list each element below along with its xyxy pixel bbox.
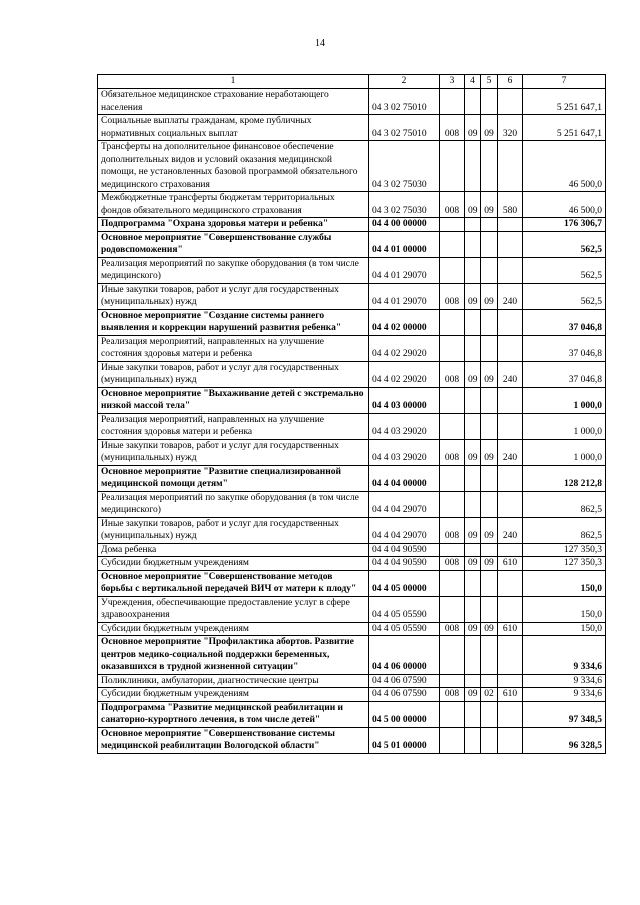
row-code: 04 5 01 00000 — [369, 727, 440, 753]
header-col-2: 2 — [369, 75, 440, 89]
row-col-6: 610 — [498, 622, 523, 636]
row-name: Субсидии бюджетным учреждениям — [98, 688, 369, 702]
row-code: 04 4 04 90590 — [369, 543, 440, 557]
row-col-4: 09 — [465, 439, 481, 465]
row-amount: 128 212,8 — [523, 465, 606, 491]
row-col-3: 008 — [440, 517, 465, 543]
row-col-5 — [481, 701, 498, 727]
row-col-4: 09 — [465, 622, 481, 636]
row-col-6 — [498, 413, 523, 439]
row-col-3 — [440, 141, 465, 192]
table-row — [98, 570, 606, 596]
row-col-3 — [440, 387, 465, 413]
row-col-3: 008 — [440, 557, 465, 571]
table-row — [98, 543, 606, 557]
row-col-5: 02 — [481, 688, 498, 702]
row-code: 04 3 02 75010 — [369, 115, 440, 141]
row-col-5: 09 — [481, 439, 498, 465]
header-col-1: 1 — [98, 75, 369, 89]
row-name: Субсидии бюджетным учреждениям — [98, 557, 369, 571]
table-row — [98, 115, 606, 141]
row-amount: 150,0 — [523, 570, 606, 596]
row-name: Обязательное медицинское страхование неработающего населения — [98, 89, 369, 115]
row-col-4 — [465, 570, 481, 596]
row-col-4 — [465, 413, 481, 439]
row-col-3 — [440, 727, 465, 753]
row-col-3 — [440, 570, 465, 596]
header-col-6: 6 — [498, 75, 523, 89]
row-name: Иные закупки товаров, работ и услуг для государственных (муниципальных) нужд — [98, 439, 369, 465]
row-col-5 — [481, 141, 498, 192]
row-col-6 — [498, 465, 523, 491]
row-col-3 — [440, 596, 465, 622]
row-col-3 — [440, 309, 465, 335]
row-amount: 1 000,0 — [523, 387, 606, 413]
table-row — [98, 517, 606, 543]
row-col-3: 008 — [440, 361, 465, 387]
row-code: 04 4 04 29070 — [369, 491, 440, 517]
row-code: 04 4 03 29020 — [369, 413, 440, 439]
row-name: Реализация мероприятий по закупке оборудования (в том числе медицинского) — [98, 491, 369, 517]
table-row — [98, 465, 606, 491]
header-col-4: 4 — [465, 75, 481, 89]
table-body — [98, 89, 606, 754]
row-code: 04 3 02 75030 — [369, 192, 440, 218]
table-row — [98, 141, 606, 192]
row-col-6 — [498, 491, 523, 517]
row-col-5 — [481, 727, 498, 753]
table-row — [98, 335, 606, 361]
row-col-6 — [498, 231, 523, 257]
row-col-5 — [481, 309, 498, 335]
row-col-6: 240 — [498, 439, 523, 465]
row-amount: 562,5 — [523, 257, 606, 283]
row-amount: 46 500,0 — [523, 141, 606, 192]
row-name: Реализация мероприятий, направленных на улучшение состояния здоровья матери и ребенка — [98, 413, 369, 439]
table-row — [98, 309, 606, 335]
table-row — [98, 89, 606, 115]
table-row — [98, 688, 606, 702]
row-col-4 — [465, 465, 481, 491]
row-col-6: 240 — [498, 517, 523, 543]
row-amount: 150,0 — [523, 622, 606, 636]
row-code: 04 4 06 07590 — [369, 674, 440, 688]
row-code: 04 4 05 00000 — [369, 570, 440, 596]
row-col-4 — [465, 636, 481, 675]
row-amount: 127 350,3 — [523, 557, 606, 571]
row-name: Основное мероприятие "Совершенствование службы родовспоможения" — [98, 231, 369, 257]
row-name: Основное мероприятие "Развитие специализированной медицинской помощи детям" — [98, 465, 369, 491]
row-amount: 9 334,6 — [523, 636, 606, 675]
table-row — [98, 701, 606, 727]
row-col-4: 09 — [465, 517, 481, 543]
row-col-4 — [465, 674, 481, 688]
row-col-6 — [498, 309, 523, 335]
row-col-5 — [481, 636, 498, 675]
row-col-5: 09 — [481, 283, 498, 309]
row-col-4 — [465, 727, 481, 753]
row-col-5 — [481, 89, 498, 115]
row-name: Социальные выплаты гражданам, кроме публичных нормативных социальных выплат — [98, 115, 369, 141]
row-col-3 — [440, 465, 465, 491]
row-col-5 — [481, 596, 498, 622]
row-col-6: 580 — [498, 192, 523, 218]
row-col-6 — [498, 674, 523, 688]
row-col-5: 09 — [481, 557, 498, 571]
row-col-4: 09 — [465, 361, 481, 387]
row-col-3 — [440, 674, 465, 688]
row-code: 04 4 03 00000 — [369, 387, 440, 413]
row-col-4 — [465, 309, 481, 335]
row-col-3 — [440, 636, 465, 675]
row-amount: 862,5 — [523, 517, 606, 543]
row-col-4 — [465, 491, 481, 517]
row-amount: 97 348,5 — [523, 701, 606, 727]
row-name: Основное мероприятие "Выхаживание детей с экстремально низкой массой тела" — [98, 387, 369, 413]
row-col-4 — [465, 257, 481, 283]
row-name: Подпрограмма "Охрана здоровья матери и ребенка" — [98, 218, 369, 232]
row-col-3 — [440, 543, 465, 557]
row-col-6 — [498, 636, 523, 675]
row-col-5 — [481, 465, 498, 491]
row-code: 04 3 02 75030 — [369, 141, 440, 192]
row-amount: 5 251 647,1 — [523, 115, 606, 141]
table-row — [98, 218, 606, 232]
row-amount: 1 000,0 — [523, 413, 606, 439]
row-col-4 — [465, 543, 481, 557]
row-name: Иные закупки товаров, работ и услуг для государственных (муниципальных) нужд — [98, 361, 369, 387]
row-col-4: 09 — [465, 115, 481, 141]
row-code: 04 4 01 00000 — [369, 231, 440, 257]
row-col-5 — [481, 218, 498, 232]
table-row — [98, 439, 606, 465]
row-col-3: 008 — [440, 439, 465, 465]
row-name: Реализация мероприятий по закупке оборудования (в том числе медицинского) — [98, 257, 369, 283]
table-row — [98, 192, 606, 218]
row-code: 04 4 06 07590 — [369, 688, 440, 702]
row-col-3: 008 — [440, 283, 465, 309]
row-col-3 — [440, 218, 465, 232]
row-col-6: 610 — [498, 557, 523, 571]
row-col-4: 09 — [465, 192, 481, 218]
row-col-6 — [498, 570, 523, 596]
row-amount: 562,5 — [523, 283, 606, 309]
row-code: 04 4 04 90590 — [369, 557, 440, 571]
page-number: 14 — [315, 38, 325, 49]
row-col-5 — [481, 491, 498, 517]
row-code: 04 4 05 05590 — [369, 622, 440, 636]
row-col-3: 008 — [440, 115, 465, 141]
row-col-5 — [481, 413, 498, 439]
row-col-5: 09 — [481, 361, 498, 387]
row-name: Подпрограмма "Развитие медицинской реабилитации и санаторно-курортного лечения, в том числе детей" — [98, 701, 369, 727]
row-name: Поликлиники, амбулатории, диагностические центры — [98, 674, 369, 688]
row-amount: 176 306,7 — [523, 218, 606, 232]
row-col-6 — [498, 257, 523, 283]
row-name: Иные закупки товаров, работ и услуг для государственных (муниципальных) нужд — [98, 517, 369, 543]
row-col-6 — [498, 387, 523, 413]
row-col-6: 240 — [498, 361, 523, 387]
row-col-3 — [440, 491, 465, 517]
table-row — [98, 361, 606, 387]
row-name: Дома ребенка — [98, 543, 369, 557]
budget-table — [97, 74, 606, 754]
row-amount: 9 334,6 — [523, 688, 606, 702]
row-col-3 — [440, 231, 465, 257]
row-amount: 5 251 647,1 — [523, 89, 606, 115]
header-col-5: 5 — [481, 75, 498, 89]
row-col-5 — [481, 570, 498, 596]
row-name: Основное мероприятие "Профилактика абортов. Развитие центров медико-социальной поддержки беременных, оказавшихся в трудной жизненной ситуации" — [98, 636, 369, 675]
table-row — [98, 674, 606, 688]
row-col-3: 008 — [440, 622, 465, 636]
row-amount: 127 350,3 — [523, 543, 606, 557]
row-col-3: 008 — [440, 688, 465, 702]
table-row — [98, 727, 606, 753]
row-name: Основное мероприятие "Совершенствование системы медицинской реабилитации Вологодской области" — [98, 727, 369, 753]
row-col-4 — [465, 141, 481, 192]
table-row — [98, 636, 606, 675]
table-row — [98, 622, 606, 636]
row-col-6 — [498, 727, 523, 753]
table-row — [98, 557, 606, 571]
row-code: 04 4 04 00000 — [369, 465, 440, 491]
table-row — [98, 231, 606, 257]
row-col-5 — [481, 543, 498, 557]
row-col-3 — [440, 413, 465, 439]
row-col-3 — [440, 89, 465, 115]
row-col-5: 09 — [481, 192, 498, 218]
row-col-5: 09 — [481, 622, 498, 636]
row-col-6: 320 — [498, 115, 523, 141]
row-name: Трансферты на дополнительное финансовое обеспечение дополнительных видов и условий оказания медицинской помощи, не установленных базовой программой обязательного медицинского страхования — [98, 141, 369, 192]
table-header-row — [98, 75, 606, 89]
row-col-4 — [465, 387, 481, 413]
row-code: 04 4 02 00000 — [369, 309, 440, 335]
row-name: Учреждения, обеспечивающие предоставление услуг в сфере здравоохранения — [98, 596, 369, 622]
row-col-6: 240 — [498, 283, 523, 309]
row-code: 04 4 02 29020 — [369, 335, 440, 361]
row-col-6 — [498, 543, 523, 557]
row-col-6 — [498, 701, 523, 727]
row-col-3 — [440, 701, 465, 727]
table-row — [98, 283, 606, 309]
row-name: Межбюджетные трансферты бюджетам территориальных фондов обязательного медицинского страхования — [98, 192, 369, 218]
row-col-6: 610 — [498, 688, 523, 702]
row-col-6 — [498, 218, 523, 232]
table-row — [98, 413, 606, 439]
row-col-4: 09 — [465, 283, 481, 309]
row-code: 04 4 04 29070 — [369, 517, 440, 543]
row-col-5: 09 — [481, 517, 498, 543]
row-code: 04 4 01 29070 — [369, 257, 440, 283]
row-name: Реализация мероприятий, направленных на улучшение состояния здоровья матери и ребенка — [98, 335, 369, 361]
row-amount: 1 000,0 — [523, 439, 606, 465]
row-code: 04 4 03 29020 — [369, 439, 440, 465]
row-col-4 — [465, 701, 481, 727]
table-row — [98, 596, 606, 622]
row-col-4: 09 — [465, 688, 481, 702]
row-code: 04 4 06 00000 — [369, 636, 440, 675]
table-row — [98, 491, 606, 517]
row-col-3: 008 — [440, 192, 465, 218]
row-col-4 — [465, 89, 481, 115]
row-code: 04 4 05 05590 — [369, 596, 440, 622]
row-col-5 — [481, 387, 498, 413]
row-code: 04 4 02 29020 — [369, 361, 440, 387]
row-code: 04 3 02 75010 — [369, 89, 440, 115]
table-row — [98, 387, 606, 413]
row-col-3 — [440, 257, 465, 283]
row-amount: 37 046,8 — [523, 335, 606, 361]
row-amount: 150,0 — [523, 596, 606, 622]
row-name: Иные закупки товаров, работ и услуг для государственных (муниципальных) нужд — [98, 283, 369, 309]
row-col-4 — [465, 218, 481, 232]
row-col-5 — [481, 335, 498, 361]
row-amount: 37 046,8 — [523, 361, 606, 387]
header-col-7: 7 — [523, 75, 606, 89]
row-col-3 — [440, 335, 465, 361]
row-code: 04 4 00 00000 — [369, 218, 440, 232]
row-col-4 — [465, 596, 481, 622]
row-amount: 96 328,5 — [523, 727, 606, 753]
row-col-6 — [498, 335, 523, 361]
row-name: Основное мероприятие "Совершенствование методов борьбы с вертикальной передачей ВИЧ от матери к плоду" — [98, 570, 369, 596]
row-col-4: 09 — [465, 557, 481, 571]
header-col-3: 3 — [440, 75, 465, 89]
row-col-5 — [481, 231, 498, 257]
row-amount: 862,5 — [523, 491, 606, 517]
row-col-6 — [498, 596, 523, 622]
row-amount: 9 334,6 — [523, 674, 606, 688]
row-col-5 — [481, 257, 498, 283]
row-name: Субсидии бюджетным учреждениям — [98, 622, 369, 636]
row-amount: 46 500,0 — [523, 192, 606, 218]
row-code: 04 5 00 00000 — [369, 701, 440, 727]
row-amount: 37 046,8 — [523, 309, 606, 335]
row-col-6 — [498, 141, 523, 192]
row-amount: 562,5 — [523, 231, 606, 257]
table-row — [98, 257, 606, 283]
row-col-4 — [465, 231, 481, 257]
row-col-6 — [498, 89, 523, 115]
row-col-4 — [465, 335, 481, 361]
row-name: Основное мероприятие "Создание системы раннего выявления и коррекции нарушений развития ребенка" — [98, 309, 369, 335]
row-col-5 — [481, 674, 498, 688]
row-code: 04 4 01 29070 — [369, 283, 440, 309]
row-col-5: 09 — [481, 115, 498, 141]
